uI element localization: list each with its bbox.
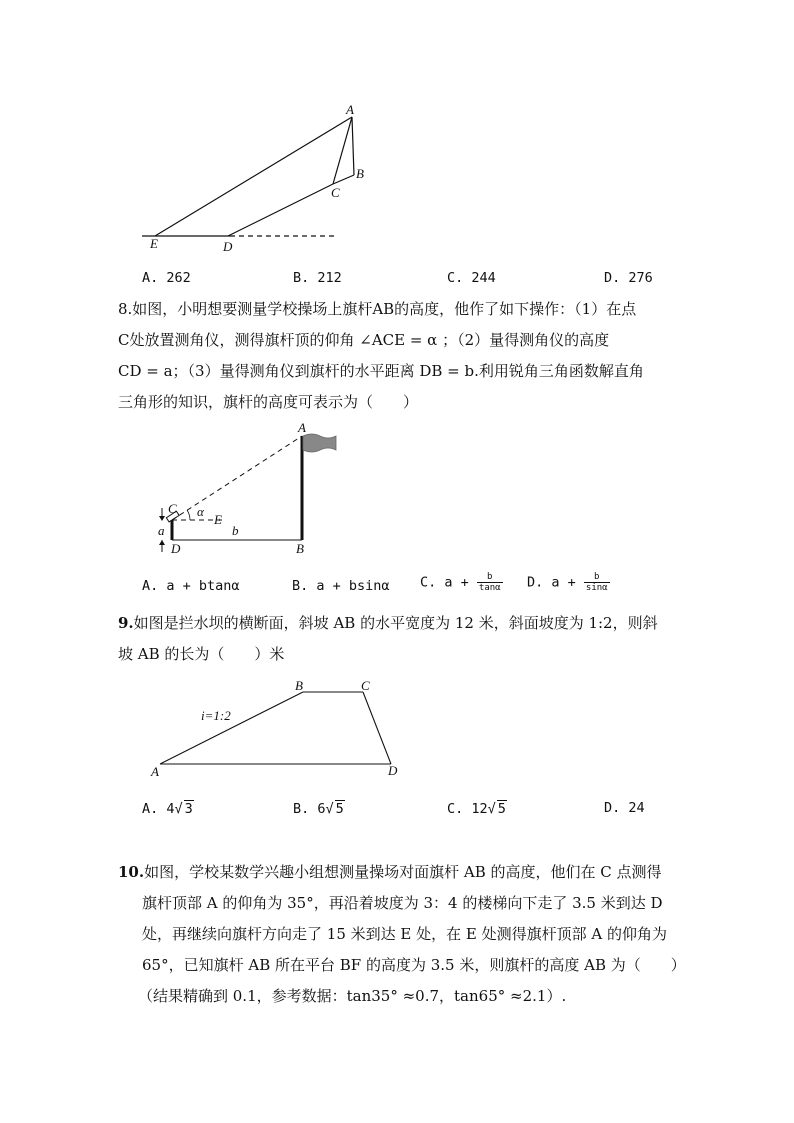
q9-label-A: A [151,764,159,779]
q7-line-EA [155,117,352,236]
q7-label-A: A [346,102,354,117]
q8-stem [118,294,778,418]
q8-label-C: C [168,501,177,516]
q8-angle-arc [187,510,190,520]
q8-label-D: D [171,541,181,556]
q10-line-5: （结果精确到 0.1，参考数据：tan35° ≈0.7，tan65° ≈2.1）. [138,987,567,1005]
q7-option-a[interactable]: A. 262 [142,270,191,286]
q8-label-B: B [296,541,304,556]
q9-option-a[interactable]: A. 4√ 3 [142,801,193,817]
q9-line-AB [160,692,303,764]
q9-option-d[interactable]: D. 24 [604,800,645,816]
q7-label-D: D [223,239,233,254]
q7-option-d[interactable]: D. 276 [604,270,653,286]
q9-label-D: D [388,763,398,778]
q8-option-b[interactable]: B. a + bsinα [292,578,390,594]
q10-line-4: 65°，已知旗杆 AB 所在平台 BF 的高度为 3.5 米，则旗杆的高度 AB 为（ ） [142,956,686,974]
q8-figure [150,420,370,560]
q8-option-c[interactable]: C. a + $\frac{b}{\tan\alpha}$ [420,572,501,593]
q7-label-B: B [356,166,364,181]
q8-option-d[interactable]: D. a + $\frac{b}{\sin\alpha}$ [527,572,608,593]
q7-line-DC [228,184,333,236]
q9-figure [145,676,415,786]
q8-label-a: a [158,523,165,538]
q8-line-1: 8.如图，小明想要测量学校操场上旗杆AB的高度，他作了如下操作：（1）在点 [118,300,637,318]
q10-stem [118,857,783,1012]
q9-option-b[interactable]: B. 6√ 5 [293,801,344,817]
q9-option-c[interactable]: C. 12√ 5 [447,801,506,817]
q7-line-CB [333,175,354,184]
q9-options [142,800,782,822]
q7-label-E: E [150,236,158,251]
q8-label-alpha: α [197,504,204,519]
q9-line-2: 坡 AB 的长为（ ）米 [118,645,285,663]
q9-stem [118,608,778,670]
q8-label-b: b [232,523,239,538]
q9-label-slope: i=1:2 [201,708,231,723]
q9-label-B: B [295,678,303,693]
q8-options [142,572,782,602]
q8-label-A: A [298,420,306,435]
q7-label-C: C [331,185,340,200]
q8-line-2: C处放置测角仪，测得旗杆顶的仰角 ∠ACE = α ；（2）量得测角仪的高度 [118,331,610,349]
q7-option-c[interactable]: C. 244 [447,270,496,286]
q8-option-a[interactable]: A. a + btanα [142,578,240,594]
q9-line-1: 9.如图是拦水坝的横断面，斜坡 AB 的水平宽度为 12 米，斜面坡度为 1:2，则斜 [118,614,658,632]
q8-flag [303,434,336,452]
q8-line-CA [172,436,302,520]
q7-option-b[interactable]: B. 212 [293,270,342,286]
q9-line-CD [363,692,391,764]
q7-line-AB [352,117,354,175]
q8-line-4: 三角形的知识，旗杆的高度可表示为（ ） [118,393,419,411]
q10-line-2: 旗杆顶部 A 的仰角为 35°，再沿着坡度为 3：4 的楼梯向下走了 3.5 米到达 D [142,894,663,912]
q8-line-3: CD = a；（3）量得测角仪到旗杆的水平距离 DB = b.利用锐角三角函数解直角 [118,362,644,380]
q10-line-3: 处，再继续向旗杆方向走了 15 米到达 E 处，在 E 处测得旗杆顶部 A 的仰角为 [142,925,667,943]
q10-line-1: 10.如图，学校某数学兴趣小组想测量操场对面旗杆 AB 的高度，他们在 C 点测得 [118,863,662,881]
q9-label-C: C [361,678,370,693]
q7-options [142,270,782,290]
q8-label-E: E [214,512,222,527]
q7-figure [130,100,390,260]
